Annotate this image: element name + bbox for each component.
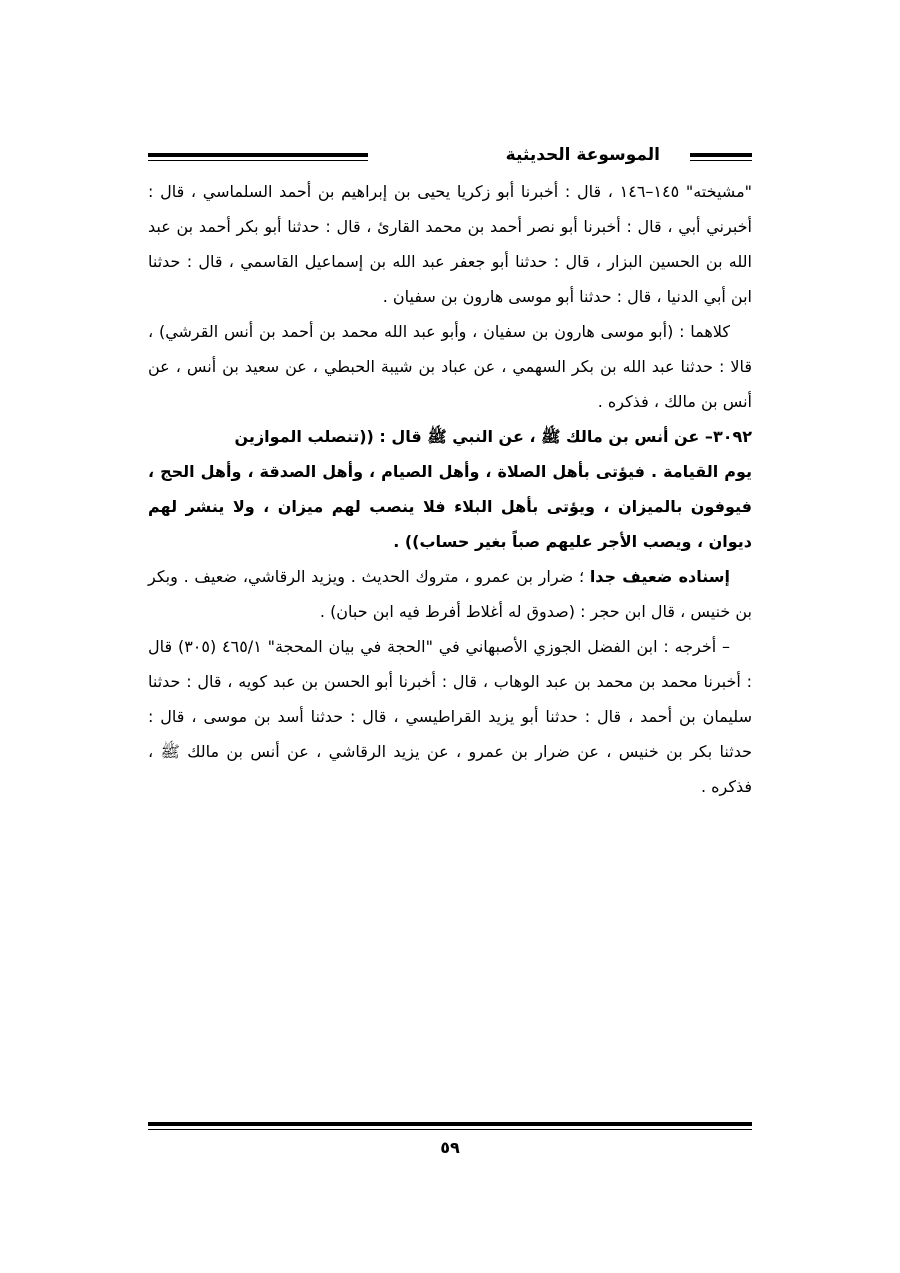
isnad-grade: إسناده ضعيف جدا — [589, 567, 730, 586]
paragraph-isnad-grading — [148, 559, 752, 629]
paragraph-takhrij: – أخرجه : ابن الفضل الجوزي الأصبهاني في "الحجة في بيان المحجة" ٤٦٥/١ (٣٠٥) قال : أخبرنا محمد بن محمد بن عبد الوهاب ، قال : أخبرنا أبو الحسن بن عبد كويه ، قال : حدثنا سليمان بن أحمد ، قال : حدثنا أبو يزيد القراطيسي ، قال : حدثنا أسد بن موسى ، قال : حدثنا بكر بن خنيس ، عن ضرار بن عمرو ، عن يزيد الرقاشي ، عن أنس بن مالك ﷺ ، فذكره . — [148, 637, 752, 796]
paragraph-both-narrators: كلاهما : (أبو موسى هارون بن سفيان ، وأبو عبد الله محمد بن أحمد بن أنس القرشي) ، قالا : حدثنا عبد الله بن بكر السهمي ، عن عباد بن شيبة الحبطي ، عن سعيد بن أنس ، عن أنس بن مالك ، فذكره . — [148, 322, 752, 411]
footer-rule-thick — [148, 1122, 752, 1126]
header-title: الموسوعة الحديثية — [492, 145, 674, 165]
hadith-text-first-line: ٣٠٩٢– عن أنس بن مالك ﷺ ، عن النبي ﷺ قال : ((تنصلب الموازين — [234, 427, 752, 446]
isnad-grade-explanation: ؛ ضرار بن عمرو ، متروك الحديث . ويزيد الرقاشي، ضعيف . وبكر بن خنيس ، قال ابن حجر : (صدوق له أغلاط أفرط فيه ابن حبان) . — [148, 567, 752, 621]
running-header — [148, 140, 752, 174]
header-rule-right — [690, 153, 752, 157]
header-rule-left-thin — [148, 160, 368, 161]
header-rule-right-thin — [690, 160, 752, 161]
page-number: ٥٩ — [440, 1138, 460, 1157]
footer-rule-thin — [148, 1129, 752, 1130]
page — [148, 140, 752, 1140]
header-title-wrap — [492, 140, 674, 170]
page-body — [148, 174, 752, 804]
paragraph-source-chain: "مشيخته" ١٤٥–١٤٦ ، قال : أخبرنا أبو زكريا يحيى بن إبراهيم بن أحمد السلماسي ، قال : أخبرني أبي ، قال : أخبرنا أبو نصر أحمد بن محمد القارئ ، قال : حدثنا أبو بكر أحمد بن عبد الله بن الحسين البزار ، قال : حدثنا أبو جعفر عبد الله بن إسماعيل القاسمي ، قال : حدثنا ابن أبي الدنيا ، قال : حدثنا أبو موسى هارون بن سفيان . — [148, 182, 752, 306]
hadith-text-body: يوم القيامة . فيؤتى بأهل الصلاة ، وأهل الصيام ، وأهل الصدقة ، وأهل الحج ، فيوفون بالميزان ، ويؤتى بأهل البلاء فلا ينصب لهم ميزان ، ولا ينشر لهم ديوان ، ويصب الأجر عليهم صباً بغير حساب)) . — [148, 462, 752, 551]
header-rule-left — [148, 153, 368, 157]
